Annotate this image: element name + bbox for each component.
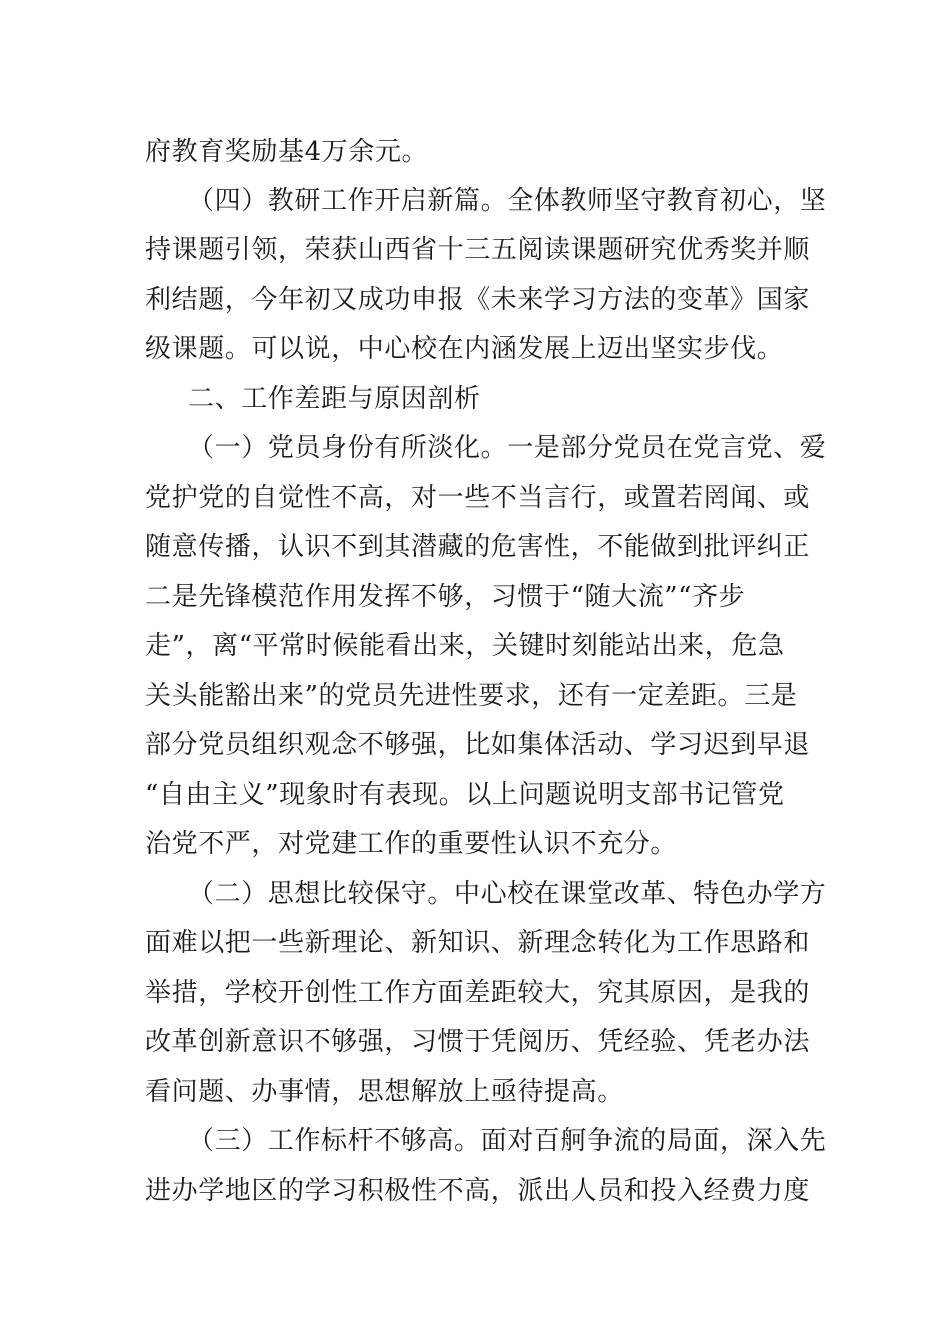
section-heading: 二、工作差距与原因剖析 [188, 384, 481, 414]
text-line: 看问题、办事情，思想解放上亟待提高。 [145, 1077, 624, 1107]
text-line: 进办学地区的学习积极性不高，派出人员和投入经费力度 [145, 1176, 811, 1206]
text-line: 举措，学校开创性工作方面差距较大，究其原因，是我的 [145, 978, 811, 1008]
text-line: 利结题，今年初又成功申报《未来学习方法的变革》国家 [145, 285, 811, 315]
text-line: “自由主义”现象时有表现。以上问题说明支部书记管党 [145, 780, 785, 810]
text-line: 随意传播，认识不到其潜藏的危害性，不能做到批评纠正 [145, 532, 811, 562]
paragraph-first-line: （二）思想比较保守。中心校在课堂改革、特色办学方 [188, 879, 827, 909]
text-line: 持课题引领，荣获山西省十三五阅读课题研究优秀奖并顺 [145, 235, 811, 265]
paragraph-first-line: （四）教研工作开启新篇。全体教师坚守教育初心，坚 [188, 186, 827, 216]
paragraph-first-line: （一）党员身份有所淡化。一是部分党员在党言党、爱 [188, 433, 827, 463]
text-line: 面难以把一些新理论、新知识、新理念转化为工作思路和 [145, 928, 811, 958]
text-line: 走”，离“平常时候能看出来，关键时刻能站出来，危急 [145, 631, 785, 661]
text-line: 治党不严，对党建工作的重要性认识不充分。 [145, 829, 678, 859]
text-line: 级课题。可以说，中心校在内涵发展上迈出坚实步伐。 [145, 334, 784, 364]
text-line: 党护党的自觉性不高，对一些不当言行，或置若罔闻、或 [145, 483, 811, 513]
text-line: 二是先锋模范作用发挥不够，习惯于“随大流”“齐步 [145, 582, 746, 612]
text-line: 关头能豁出来”的党员先进性要求，还有一定差距。三是 [145, 681, 798, 711]
text-line: 部分党员组织观念不够强，比如集体活动、学习迟到早退 [145, 730, 811, 760]
text-line: 府教育奖励基4万余元。 [145, 137, 429, 167]
text-line: 改革创新意识不够强，习惯于凭阅历、凭经验、凭老办法 [145, 1027, 811, 1057]
paragraph-first-line: （三）工作标杆不够高。面对百舸争流的局面，深入先 [188, 1126, 827, 1156]
